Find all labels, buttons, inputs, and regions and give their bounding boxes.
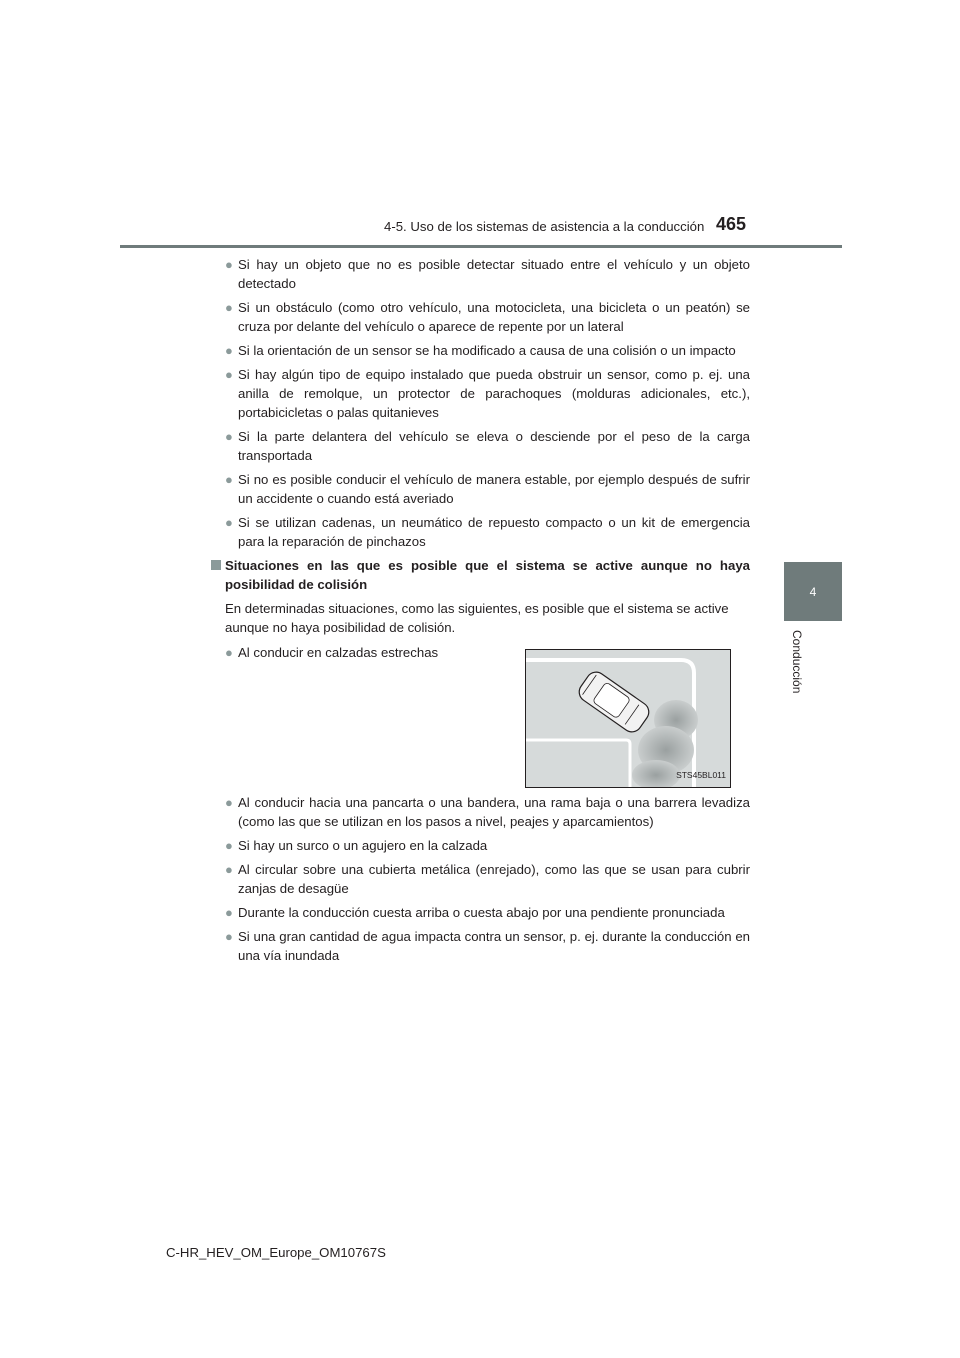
bullet-icon: ● bbox=[225, 795, 233, 810]
bullet-icon: ● bbox=[225, 645, 233, 660]
figure-code: STS45BL011 bbox=[676, 770, 726, 780]
chapter-tab bbox=[784, 562, 842, 621]
list-item: ● Si una gran cantidad de agua impacta contra un sensor, p. ej. durante la conducción en una vía inundada bbox=[225, 929, 750, 963]
chapter-label: Conducción bbox=[790, 630, 804, 694]
bullet-icon: ● bbox=[225, 472, 233, 487]
bullet-icon: ● bbox=[225, 300, 233, 315]
list-item: ● Si un obstáculo (como otro vehículo, una motocicleta, una bicicleta o un peatón) se cruza por delante del vehículo o aparece de repente por un lateral bbox=[225, 300, 750, 334]
chapter-number: 4 bbox=[809, 584, 817, 599]
list-item: ● Durante la conducción cuesta arriba o cuesta abajo por una pendiente pronunciada bbox=[225, 905, 725, 920]
page-number: 465 bbox=[716, 214, 747, 234]
bullet-icon: ● bbox=[225, 838, 233, 853]
figure-row bbox=[210, 643, 750, 793]
list-item: ● Si no es posible conducir el vehículo de manera estable, por ejemplo después de sufrir un accidente o cuando está averiado bbox=[225, 472, 750, 506]
page-content bbox=[210, 255, 750, 970]
header-rule bbox=[120, 245, 842, 248]
section-intro: En determinadas situaciones, como las siguientes, es posible que el sistema se active aunque no haya posibilidad de colisión. bbox=[225, 601, 729, 635]
bullet-icon: ● bbox=[225, 429, 233, 444]
bullet-icon: ● bbox=[225, 343, 233, 358]
bullet-icon: ● bbox=[225, 905, 233, 920]
list-item: ● Al conducir en calzadas estrechas bbox=[225, 645, 439, 660]
list-item: ● Si se utilizan cadenas, un neumático de repuesto compacto o un kit de emergencia para la reparación de pinchazos bbox=[225, 515, 750, 549]
list-item: ● Si la orientación de un sensor se ha modificado a causa de una colisión o un impacto bbox=[225, 343, 736, 358]
section-title: 4-5. Uso de los sistemas de asistencia a la conducción bbox=[384, 219, 705, 234]
list-item: ● Al circular sobre una cubierta metálica (enrejado), como las que se usan para cubrir zanjas de desagüe bbox=[225, 862, 750, 896]
narrow-road-illustration bbox=[525, 649, 731, 788]
list-item: ● Al conducir hacia una pancarta o una bandera, una rama baja o una barrera levadiza (como las que se utilizan en los pasos a nivel, peajes y aparcamientos) bbox=[225, 795, 750, 829]
document-code: C-HR_HEV_OM_Europe_OM10767S bbox=[166, 1245, 386, 1260]
square-bullet-icon bbox=[211, 560, 221, 570]
list-item: ● Si hay un surco o un agujero en la calzada bbox=[225, 838, 488, 853]
list-item: ● Si hay algún tipo de equipo instalado que pueda obstruir un sensor, como p. ej. una anilla de remolque, un protector de parachoques (molduras adicionales, etc.), portabicicletas o palas quitanieves bbox=[225, 367, 750, 420]
bullet-icon: ● bbox=[225, 929, 233, 944]
bullet-icon: ● bbox=[225, 515, 233, 530]
list-item: ● Si hay un objeto que no es posible detectar situado entre el vehículo y un objeto detectado bbox=[225, 257, 750, 291]
section-heading: Situaciones en las que es posible que el sistema se active aunque no haya posibilidad de colisión bbox=[210, 556, 750, 594]
bullet-icon: ● bbox=[225, 367, 233, 382]
list-item: ● Si la parte delantera del vehículo se eleva o desciende por el peso de la carga transportada bbox=[225, 429, 750, 463]
bullet-icon: ● bbox=[225, 862, 233, 877]
bullet-icon: ● bbox=[225, 257, 233, 272]
